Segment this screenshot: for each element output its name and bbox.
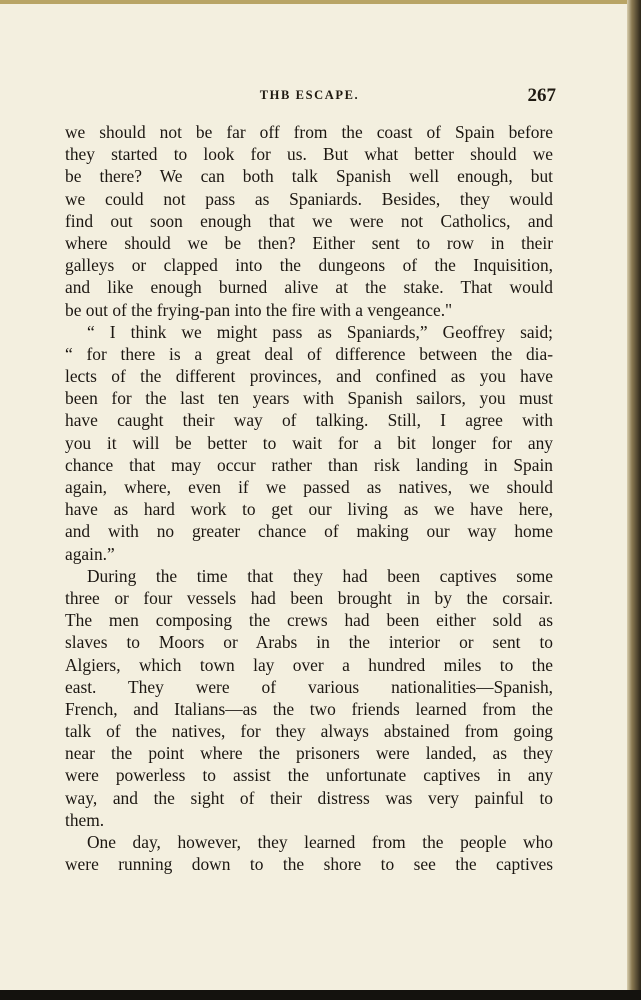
page-top-edge bbox=[0, 0, 641, 4]
text-line: been for the last ten years with Spanish sailors, you must bbox=[65, 388, 553, 409]
text-line: talk of the natives, for they always abstained from going bbox=[65, 721, 553, 742]
text-line: The men composing the crews had been either sold as bbox=[65, 610, 553, 631]
text-line: again, where, even if we passed as natives, we should bbox=[65, 477, 553, 497]
text-line: During the time that they had been captives some bbox=[87, 565, 553, 586]
chapter-title: THB ESCAPE. bbox=[259, 88, 360, 102]
text-line: and like enough burned alive at the stake. That would bbox=[65, 277, 553, 298]
text-line: be out of the frying-pan into the fire with a vengeance." bbox=[65, 299, 453, 320]
text-line: three or four vessels had been brought in by the corsair. bbox=[65, 587, 553, 608]
paragraph bbox=[65, 831, 553, 875]
text-line: way, and the sight of their distress was very painful to bbox=[65, 787, 553, 808]
text-line: again.” bbox=[65, 543, 115, 564]
text-line: chance that may occur rather than risk landing in Spain bbox=[65, 454, 553, 475]
text-line: we should not be far off from the coast of Spain before bbox=[65, 122, 553, 142]
book-spine-shadow bbox=[627, 0, 641, 1000]
text-line: One day, however, they learned from the people who bbox=[87, 832, 553, 852]
text-line: and with no greater chance of making our way home bbox=[65, 521, 553, 542]
text-line: French, and Italians—as the two friends learned from the bbox=[65, 698, 553, 719]
text-line: you it will be better to wait for a bit longer for any bbox=[65, 432, 553, 453]
text-line: were powerless to assist the unfortunate captives in any bbox=[65, 765, 553, 786]
text-line: “ for there is a great deal of difference between the dia- bbox=[65, 343, 553, 364]
text-line: where should we be then? Either sent to row in their bbox=[65, 232, 553, 253]
text-line: galleys or clapped into the dungeons of the Inquisition, bbox=[65, 255, 553, 276]
text-line: slaves to Moors or Arabs in the interior or sent to bbox=[65, 632, 553, 653]
text-line: find out soon enough that we were not Catholics, and bbox=[65, 210, 553, 231]
paragraph bbox=[65, 121, 553, 321]
text-line: “ I think we might pass as Spaniards,” Geoffrey said; bbox=[87, 321, 553, 342]
paragraph bbox=[65, 321, 553, 565]
page-number: 267 bbox=[527, 85, 556, 106]
body-text bbox=[65, 121, 553, 875]
paragraph bbox=[65, 565, 553, 831]
text-line: them. bbox=[65, 809, 105, 830]
text-line: were running down to the shore to see the captives bbox=[65, 854, 553, 875]
page-bottom-edge bbox=[0, 990, 641, 1000]
text-line: lects of the different provinces, and confined as you have bbox=[65, 366, 553, 387]
text-line: Algiers, which town lay over a hundred miles to the bbox=[65, 654, 553, 675]
text-line: near the point where the prisoners were landed, as they bbox=[65, 743, 553, 764]
text-line: have as hard work to get our living as we have here, bbox=[65, 499, 553, 520]
text-line: have caught their way of talking. Still, I agree with bbox=[65, 410, 553, 431]
text-line: we could not pass as Spaniards. Besides, they would bbox=[65, 188, 553, 209]
text-line: east. They were of various nationalities—Spanish, bbox=[65, 676, 553, 697]
text-line: they started to look for us. But what better should we bbox=[65, 144, 553, 165]
text-line: be there? We can both talk Spanish well enough, but bbox=[65, 166, 553, 187]
running-head bbox=[65, 86, 554, 108]
